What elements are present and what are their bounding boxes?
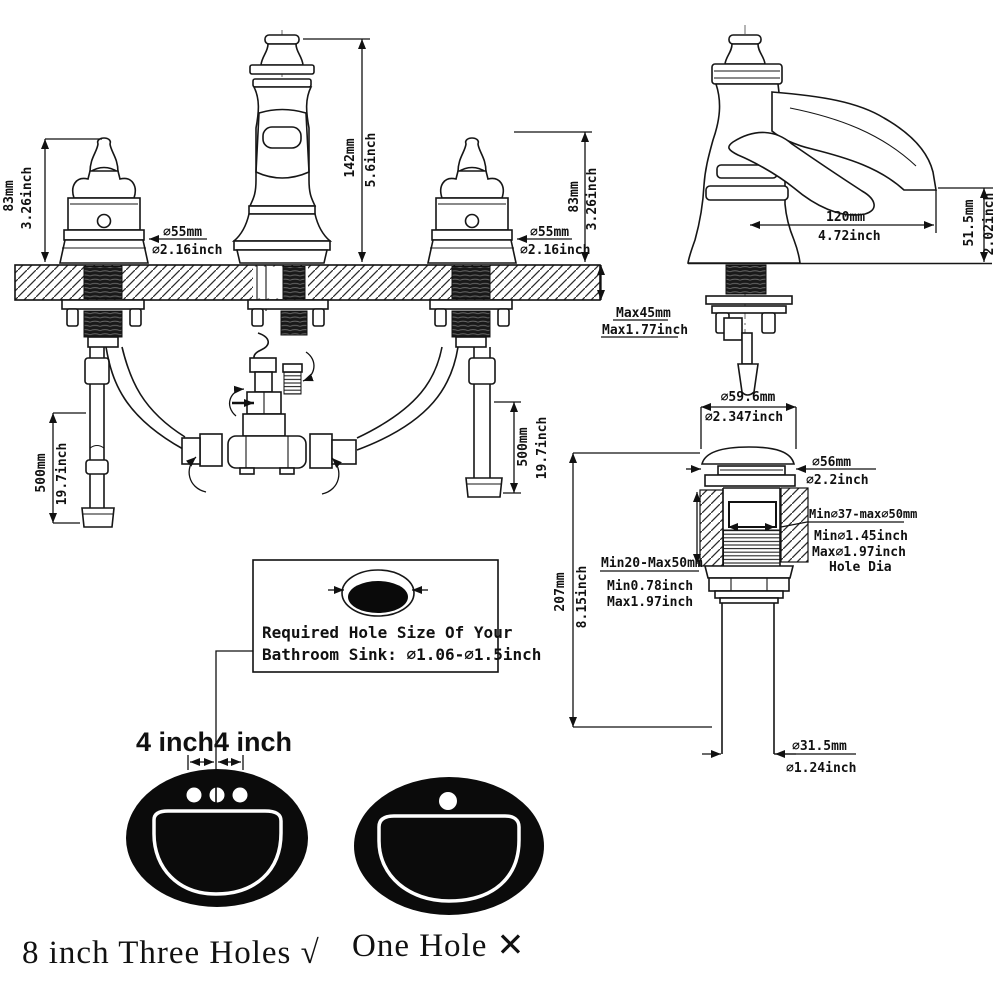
dim-deck-thickness <box>600 556 703 610</box>
deck-min-in: Min0.78inch <box>607 579 694 594</box>
left-handle-mount <box>62 300 144 347</box>
dim-left-hose <box>34 413 86 523</box>
three-holes-caption: 8 inch Three Holes √ <box>22 935 320 971</box>
dim-right-handle-dia <box>517 225 590 258</box>
one-hole-caption: One Hole ✕ <box>352 928 526 964</box>
dim-spout-tip-height <box>938 188 997 262</box>
spout-reach-in: 4.72inch <box>818 229 881 244</box>
drain-height-mm: 207mm <box>553 572 568 612</box>
right-hose-mm: 500mm <box>516 427 531 467</box>
drain-cap-dia-mm: ⌀59.6mm <box>720 390 776 405</box>
counter-max-mm: Max45mm <box>616 306 671 321</box>
spacing-right-label: 4 inch <box>213 727 293 757</box>
hole-note-line1: Required Hole Size Of Your <box>262 623 513 642</box>
drain-flange-in: ⌀2.2inch <box>806 473 869 488</box>
popup-rod-and-tee <box>182 333 356 494</box>
hole-note-line2: Bathroom Sink: ⌀1.06-⌀1.5inch <box>262 645 542 664</box>
left-handle-height-mm: 83mm <box>2 180 17 212</box>
hole-note-box <box>213 560 542 793</box>
spout-height-in: 5.6inch <box>364 132 379 188</box>
hole-dia-range-mm: Min⌀37-max⌀50mm <box>809 507 918 521</box>
spacing-left-label: 4 inch <box>135 727 215 757</box>
right-handle-height-in: 3.26inch <box>585 167 600 231</box>
hole-dia-min-in: Min⌀1.45inch <box>814 529 908 544</box>
deck-max-in: Max1.97inch <box>607 595 694 610</box>
right-handle-height-mm: 83mm <box>567 181 582 213</box>
spout-height-mm: 142mm <box>343 138 358 178</box>
right-supply-hoses <box>357 347 502 497</box>
right-handle-mount <box>430 300 512 347</box>
hole-dia-max-in: Max⌀1.97inch <box>812 545 906 560</box>
spout-tip-height-mm: 51.5mm <box>962 199 977 247</box>
deck-range-mm: Min20-Max50mm <box>601 556 703 571</box>
left-handle <box>60 138 148 263</box>
tail-dia-mm: ⌀31.5mm <box>792 739 847 754</box>
sink-three-holes <box>126 769 308 907</box>
hole-dia-label: Hole Dia <box>829 560 892 575</box>
left-hose-mm: 500mm <box>34 453 49 493</box>
dim-tail-dia <box>702 739 856 776</box>
drain-cap-dia-in: ⌀2.347inch <box>704 410 784 425</box>
spout-reach-mm: 120mm <box>826 210 866 225</box>
counter-max-in: Max1.77inch <box>602 323 689 338</box>
right-handle-dia-in: ⌀2.16inch <box>520 243 591 258</box>
right-handle-dia-mm: ⌀55mm <box>530 225 570 240</box>
spout-front <box>234 30 330 263</box>
left-handle-dia-mm: ⌀55mm <box>163 225 203 240</box>
hole-spacing <box>136 727 292 770</box>
rotate-arrow-plug-icon <box>303 352 314 381</box>
left-handle-dia-in: ⌀2.16inch <box>152 243 223 258</box>
drain-flange-mm: ⌀56mm <box>812 455 852 470</box>
left-handle-height-in: 3.26inch <box>20 166 35 230</box>
drain-height-in: 8.15inch <box>575 565 590 629</box>
spout-tip-height-in: 2.02inch <box>982 192 997 256</box>
left-hose-in: 19.7inch <box>55 442 70 506</box>
left-supply-hoses <box>82 347 185 527</box>
sink-one-hole <box>354 777 544 915</box>
right-hose-in: 19.7inch <box>535 416 550 480</box>
dim-counter-thickness <box>601 265 688 338</box>
dim-left-handle-dia <box>149 225 222 258</box>
side-view <box>688 25 997 395</box>
spout-mount <box>248 300 328 335</box>
tail-dia-in: ⌀1.24inch <box>786 761 857 776</box>
drain-assembly <box>553 390 917 776</box>
right-handle <box>428 138 516 263</box>
